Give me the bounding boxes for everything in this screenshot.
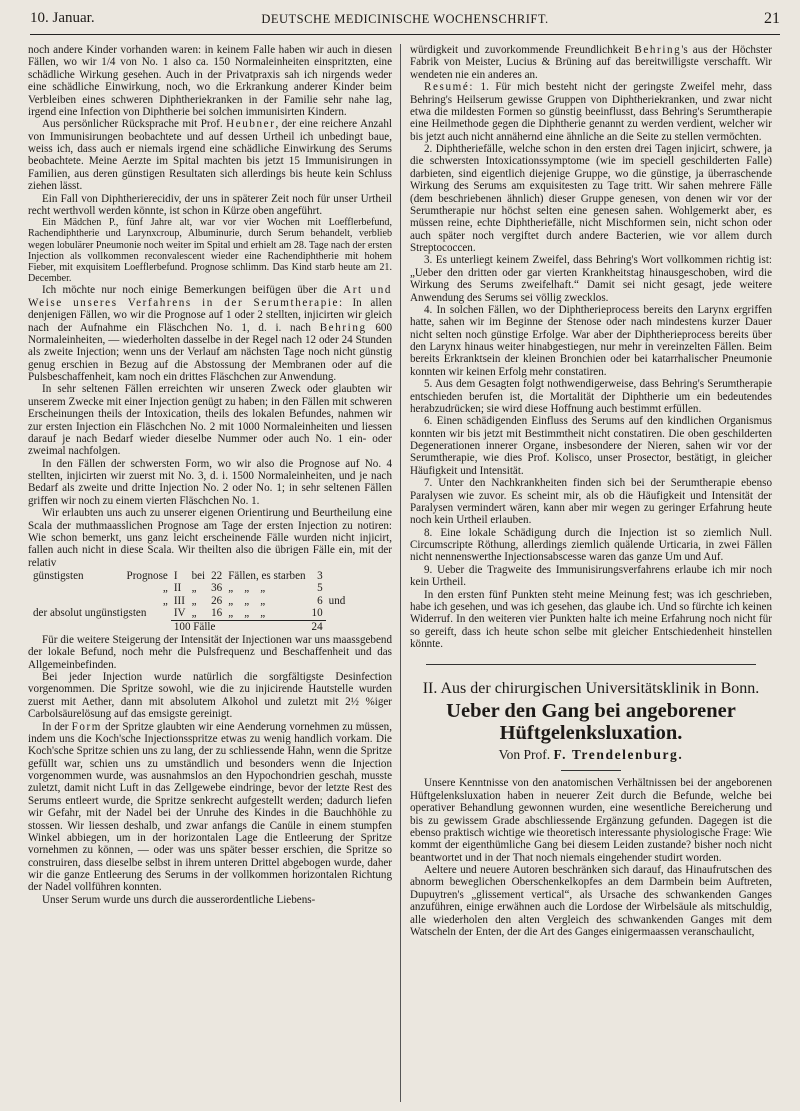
table-cell: [225, 582, 308, 594]
ditto-mark: „: [260, 582, 266, 595]
text-run: In allen denjenigen Fällen, wo wir die Prognose auf 1 oder 2 stellten, injicirten wir gleich nach der Aufnahme ein Fläschchen No. 1, d. i. nach: [28, 296, 392, 334]
paragraph: [28, 721, 392, 894]
paragraph: Unser Serum wurde uns durch die ausserordentliche Liebens-: [42, 893, 316, 906]
text-run: Ich möchte nur noch einige Bemerkungen beifügen über die: [42, 284, 337, 297]
ditto-mark: „: [162, 582, 168, 595]
table-total-row: [30, 620, 348, 633]
ditto-mark: „: [228, 582, 234, 595]
table-cell: und: [328, 594, 346, 607]
ditto-mark: „: [191, 582, 197, 595]
person-name: Behring: [634, 44, 682, 56]
case-report: Ein Mädchen P., fünf Jahre alt, war vor vier Wochen mit Loefflerbefund, Rachendiphtherie und Larynxcroup, Albuminurie, durch Serum behandelt, verblieb wegen lobulärer Pneumonie noch weiter im Spital und erhielt am 28. Tage nach der ersten Injection als vollkommen reconvalescent wieder eine Rachendiphtherie mit hohem Fieber, mit exquisitem Loefflerbefund. Prognose schlimm. Das Kind starb heute am 21. December.: [28, 217, 392, 285]
table-cell: III: [173, 594, 185, 607]
article-title: Ueber den Gang bei angeborener Hüftgelenksluxation.: [446, 700, 736, 745]
author-prefix: Von Prof.: [498, 747, 551, 763]
table-cell: Prognose: [126, 570, 168, 583]
paragraph: In den Fällen der schwersten Form, wo wir also die Prognose auf No. 4 stellten, injicirten wir zuerst mit No. 3, d. i. 1500 Normaleinheiten, und je nach Bedarf als zweite und dritte Injection No. 2 oder No. 1; in sehr seltenen Fällen griffen wir noch zu einem vierten Fläschchen No. 1.: [28, 457, 392, 507]
resume-item: 7. Unter den Nachkrankheiten finden sich bei der Serumtherapie ebenso Paralysen wie zuvor. Es scheint mir, als ob die Häufigkeit und Intensität der Paralysen vermindert wären, kann aber mir wegen zu geringer Erfahrung heute noch kein Urtheil erlauben.: [410, 477, 772, 527]
resume-item: 4. In solchen Fällen, wo der Diphtherieprocess bereits den Larynx ergriffen hatte, sahen wir im Beginne der Stenose oder nach mindestens kurzer Dauer nicht selten noch günstige Erfolge. War aber der Diphtherieprocess bereits über den Larynx hinaus weiter hinabgestiegen, nur mehr in vereinzelten Fällen. Beim bereits Erkranktsein der kleinen Bronchien oder bei katarrhalischer Pneumonie konnten wir keinen Erfolg mehr constatiren.: [410, 303, 772, 378]
emphasized-heading: Art und Weise unseres Verfahrens in der Serumtherapie:: [28, 284, 392, 309]
paragraph: Wir erlaubten uns auch zu unserer eigenen Orientirung und Beurtheilung eine Scala der muthmaasslichen Prognose am Tage der ersten Injection zu notiren: Wie schon bemerkt, uns ganz leicht erscheinende Fälle wurden nicht injicirt, fallen auch nicht in diese Scala. Wir theilten also die übrigen Fälle ein, mit der relativ: [28, 507, 392, 569]
resume-item: 6. Einen schädigenden Einfluss des Serums auf den kindlichen Organismus konnten wir bis jetzt mit Bestimmtheit nicht constatiren. Die oben geschilderten Degenerationen innerer Organe, insbesondere der Nieren, sahen wir vor der Serumtherapie, wie dies Prof. Kolisco, unser Prosector, bestätigt, in gleicher Häufigkeit und Intensität.: [410, 415, 772, 477]
table-cell: [326, 570, 349, 582]
table-cell: 26: [211, 594, 223, 607]
table-cell: [326, 620, 349, 633]
table-cell: der absolut ungünstigsten: [33, 607, 147, 620]
text-run: 1. Für mich besteht nicht der geringste Zweifel mehr, dass Behring's Heilserum gewisse Gruppen von Diphtheriekranken, und zwar nicht etwa die mildesten Formen so günstig beeinflusst, dass Behring's Serumtherapie eine Heilmethode gegen die Diphtherie genannt zu werden verdient, welcher wir bis jetzt auch nicht annähernd eine ähnliche an die Seite zu stellen vermöchten.: [410, 81, 772, 143]
prognosis-table: [30, 570, 348, 633]
table-row: [30, 570, 348, 582]
paragraph: [28, 118, 392, 192]
left-column: [28, 44, 392, 1106]
table-cell: [326, 582, 349, 594]
person-name: Behring: [319, 321, 367, 334]
article-author: [410, 746, 772, 764]
table-cell: günstigsten: [33, 570, 84, 583]
table-cell: 36: [211, 582, 223, 595]
text-run: In der: [42, 720, 69, 733]
table-cell: 10: [311, 607, 323, 620]
paragraph: In sehr seltenen Fällen erreichten wir unseren Zweck oder glaubten wir unserem Zwecke mit einer Injection genügt zu haben; in den Fällen mit schweren Erscheinungen theils der Intoxication, theils des lokalen Befundes, nahmen wir zur ersten Injection ein Fläschchen No. 2 mit 1000 Normaleinheiten und liessen darauf je nach Bedarf wieder dieselbe Nummer oder auch No. 1 ein- oder zweimal nachfolgen.: [28, 383, 392, 458]
table-cell: [225, 607, 308, 620]
table-cell: bei: [191, 570, 206, 583]
text-run: 600 Normaleinheiten, — wiederholten dasselbe in der Regel nach 12 oder 24 Stunden als zweite Injection; wenn uns der Verlauf am nächsten Tage noch nicht günstig genug erschien in Bezug auf die Abstossung der Membranen oder auf die Pulsbeschaffenheit, kam noch ein drittes Fläschchen zur Anwendung.: [28, 321, 392, 384]
text-run: Aus persönlicher Rücksprache mit Prof.: [42, 118, 223, 131]
header-journal-title: DEUTSCHE MEDICINISCHE WOCHENSCHRIFT.: [261, 12, 549, 26]
resume-label: Resumé:: [424, 81, 475, 94]
resume-item: 8. Eine lokale Schädigung durch die Injection ist so ziemlich Null. Circumscripte Röthung, allerdings ziemlich quälende Urticaria, in zwei Fällen nicht nennenswerthe Injectionsabscesse waren das ganze Um und Auf.: [410, 526, 772, 564]
right-column: [410, 44, 772, 1106]
table-cell: [30, 595, 87, 607]
table-cell: I: [173, 570, 178, 583]
ditto-mark: „: [244, 607, 250, 620]
paragraph: Bei jeder Injection wurde natürlich die sorgfältigste Desinfection vorgenommen. Die Spritze sowohl, wie die zu injicirende Hautstelle wurden zuerst mit Aether, dann mit absolutem Alkohol und zuletzt mit 2½ %iger Carbolsäurelösung auf das emsigste gereinigt.: [28, 671, 392, 721]
table-cell: [326, 607, 349, 620]
author-name: F. Trendelenburg.: [553, 747, 684, 763]
text-run: , der eine reichere Anzahl von Immunisirungen beobachtete und auf dessen Urtheil ich unbedingt baue, weiss ich, dass auch er niemals irgend eine schädliche Einwirkung des Serums beobachtete. Meine Aerzte im Spital machten bis jetzt 15 Immunisirungen in Familien, aus deren günstigen Resultaten sich allerdings bis heute kein Schluss ziehen lässt.: [28, 118, 392, 193]
table-row: [30, 582, 348, 594]
header-page-number: 21: [764, 10, 780, 27]
ditto-mark: „: [260, 607, 266, 620]
paragraph: Für die weitere Steigerung der Intensität der Injectionen war uns maassgebend der lokale Befund, noch mehr die Pulsfrequenz und Beschaffenheit und das Allgemeinbefinden.: [28, 633, 392, 671]
text-run: der Spritze glaubten wir eine Aenderung vornehmen zu müssen, indem uns die: [28, 720, 392, 745]
table-cell: Fällen, es starben: [228, 570, 306, 583]
short-rule: [561, 770, 621, 771]
resume-item: 9. Ueber die Tragweite des Immunisirungsverfahrens erlaube ich mir noch kein Urtheil.: [410, 563, 772, 589]
table-cell: 16: [211, 607, 223, 620]
text-run: 'sche Injectionsspritze etwas zu wenig handlich vorkam. Die: [119, 732, 392, 745]
paragraph: Unsere Kenntnisse von den anatomischen Verhältnissen bei der angeborenen Hüftgelenksluxation haben in neuerer Zeit durch die Befunde, welche bei operativer Behandlung gewonnen wurden, eine wesentliche Bereicherung und bis zu gewissem Grade abschliessende Ergänzung gefunden. Dagegen ist die ebenso praktisch wichtige wie theoretisch interessante physiologische Frage: Wie kommt der eigenthümliche Gang bei diesem Leiden zustande? bisher noch nicht beantwortet und in der That noch niemals eingehender studirt worden.: [410, 777, 772, 864]
paragraph: Aeltere und neuere Autoren beschränken sich darauf, das Hinaufrutschen des abnorm beweglichen Oberschenkelkopfes an dem Darmbein beim Auftreten, Dupuytren's „glissement vertical“, als Ursache des schwankenden Ganges anzuführen, einige erwähnen auch die Lordose der Wirbelsäule als mitschuldig, alle wiederholen den alten Vergleich des schwankenden Ganges mit dem Watscheln der Enten, der die Art des Ganges einigermaassen veranschaulicht,: [410, 864, 772, 938]
ditto-mark: „: [228, 607, 234, 620]
text-run: würdigkeit und zuvorkommende Freundlichkeit: [410, 44, 630, 56]
ditto-mark: „: [260, 594, 266, 607]
text-run: 's aus der Höchster Fabrik von Meister, Lucius & Brüning auf das bereitwilligste verschafft. Wir wendeten nie ein anderes an.: [410, 44, 772, 81]
person-name: Heubner: [226, 118, 276, 131]
section-rule: [426, 664, 756, 665]
resume-item: [410, 81, 772, 143]
ditto-mark: „: [244, 582, 250, 595]
person-name: Koch: [95, 732, 120, 745]
table-cell: IV: [173, 607, 186, 620]
table-cell: II: [173, 582, 182, 595]
section-title: II. Aus der chirurgischen Universitätsklinik in Bonn.: [422, 680, 760, 698]
table-total-cases: 100 Fälle: [171, 620, 309, 633]
table-row: [30, 607, 348, 620]
table-total-deaths: 24: [309, 620, 326, 633]
ditto-mark: „: [191, 594, 197, 607]
table-cell: 22: [211, 570, 223, 583]
paragraph: In den ersten fünf Punkten steht meine Meinung fest; was ich geschrieben, habe ich gesehen, und was ich gesehen, das glaube ich. Und so fürchte ich keinen Widerruf. In den weiteren vier Punkten halte ich meine Erfahrung noch nicht für so gereift, dass ich heute schon selbe mit gleicher Entschiedenheit hinstellen könnte.: [410, 588, 772, 650]
ditto-mark: „: [244, 594, 250, 607]
page-header: [30, 10, 780, 35]
emphasized-word: Form: [71, 720, 103, 733]
header-date: 10. Januar.: [30, 10, 95, 26]
table-cell: 3: [317, 570, 323, 583]
ditto-mark: „: [191, 607, 197, 620]
table-cell: [225, 595, 308, 607]
resume-item: 2. Diphtheriefälle, welche schon in den ersten drei Tagen injicirt, schwere, ja die schwersten Intoxicationssymptome (wie im speciell geschilderten Falle) darbieten, sind eigentlich diejenige Gruppe, wo die günstige, ja überraschende Wirkung des Serums am exquisitesten zu Tage tritt. Wir sahen mehrere Fälle (dem beschriebenen ähnlich) dieser Gruppe genesen, von denen wir vor der Serumtherapie nur höchst selten eine genesen sahen. Wohlgemerkt aber, es müssen reine, echte Diphtheriefälle, nicht Mischformen sein, nicht schon oder auch später noch vergiftet durch andere Bacterien, wie vor allem durch Streptococcen.: [410, 143, 772, 254]
paragraph: [410, 44, 772, 81]
table-cell: 5: [317, 582, 323, 595]
table-cell: [30, 620, 171, 633]
column-divider: [400, 44, 401, 1102]
ditto-mark: „: [162, 594, 168, 607]
resume-item: 5. Aus dem Gesagten folgt nothwendigerweise, dass Behring's Serumtherapie entschieden berufen ist, die Mortalität der Diphtherie um ein bedeutendes herabzudrücken; sie wird diese Hoffnung auch bestimmt erfüllen.: [410, 378, 772, 415]
table-cell: 6: [317, 594, 323, 607]
table-cell: [30, 582, 87, 594]
paragraph: noch andere Kinder vorhanden waren: in keinem Falle haben wir auch in diesen Fällen, wo wir 1/4 von No. 1 also ca. 150 Normaleinheiten einspritzten, eine schädliche Wirkung gesehen. Auch in der Privatpraxis sah ich nirgends weder eine schädliche Einwirkung, noch, wo die Erkrankung anderer Kinder beim Verbleiben eines schweren Diphtheriekranken in der Familie sehr nahe lag, irgend eine Infection von Diphtherie bei solchen immunisirten Kindern.: [28, 44, 392, 118]
paragraph: Ein Fall von Diphtherierecidiv, der uns in späterer Zeit noch für unser Urtheil recht werthvoll werden könnte, ist schon in Kürze oben angeführt.: [28, 192, 392, 217]
resume-item: 3. Es unterliegt keinem Zweifel, dass Behring's Wort vollkommen richtig ist: „Ueber den dritten oder gar vierten Krankheitstag hinausgeschoben, wird die Wirkung des Serums zweifelhaft.“ Damit sei nicht gesagt, jede weitere Anwendung des Serums sei völlig zwecklos.: [410, 254, 772, 304]
person-name: Koch: [28, 745, 53, 758]
table-row: [30, 595, 348, 607]
text-run: 'sche Spritze schien uns zu lang, der zu schliessende Hahn, wenn die Spritze gefüllt war, schien uns zu umständlich und besonders wenn die Injection vorgenommen wurde, was ausnahmslos an den Hypochondrien geschah, musste zuletzt, damit nicht Luft in das Zellgewebe eindringe, bevor der letzte Rest des Serums entleert wurde, die Spritze senkrecht aufgestellt werden; dadurch liefen wir Gefahr, mit der Nadel bei der Unruhe des Kindes in die Bauchhöhle zu stossen. Wir liessen deshalb, und zwar anfangs die Canüle in einem stumpfen Winkel abbiegen, um in der horizontalen Lage die Entleerung der Spritze vornehmen zu können, — oder was uns später besser erschien, die Spritze so construiren, dass dieselbe selbst in ihrem unteren Drittel abgebogen wurde, daher wir die ganze Entleerung des Serums in der vollkommen horizontalen Richtung der Nadel vollführen konnten.: [28, 745, 392, 894]
ditto-mark: „: [228, 594, 234, 607]
paragraph: [28, 284, 392, 383]
